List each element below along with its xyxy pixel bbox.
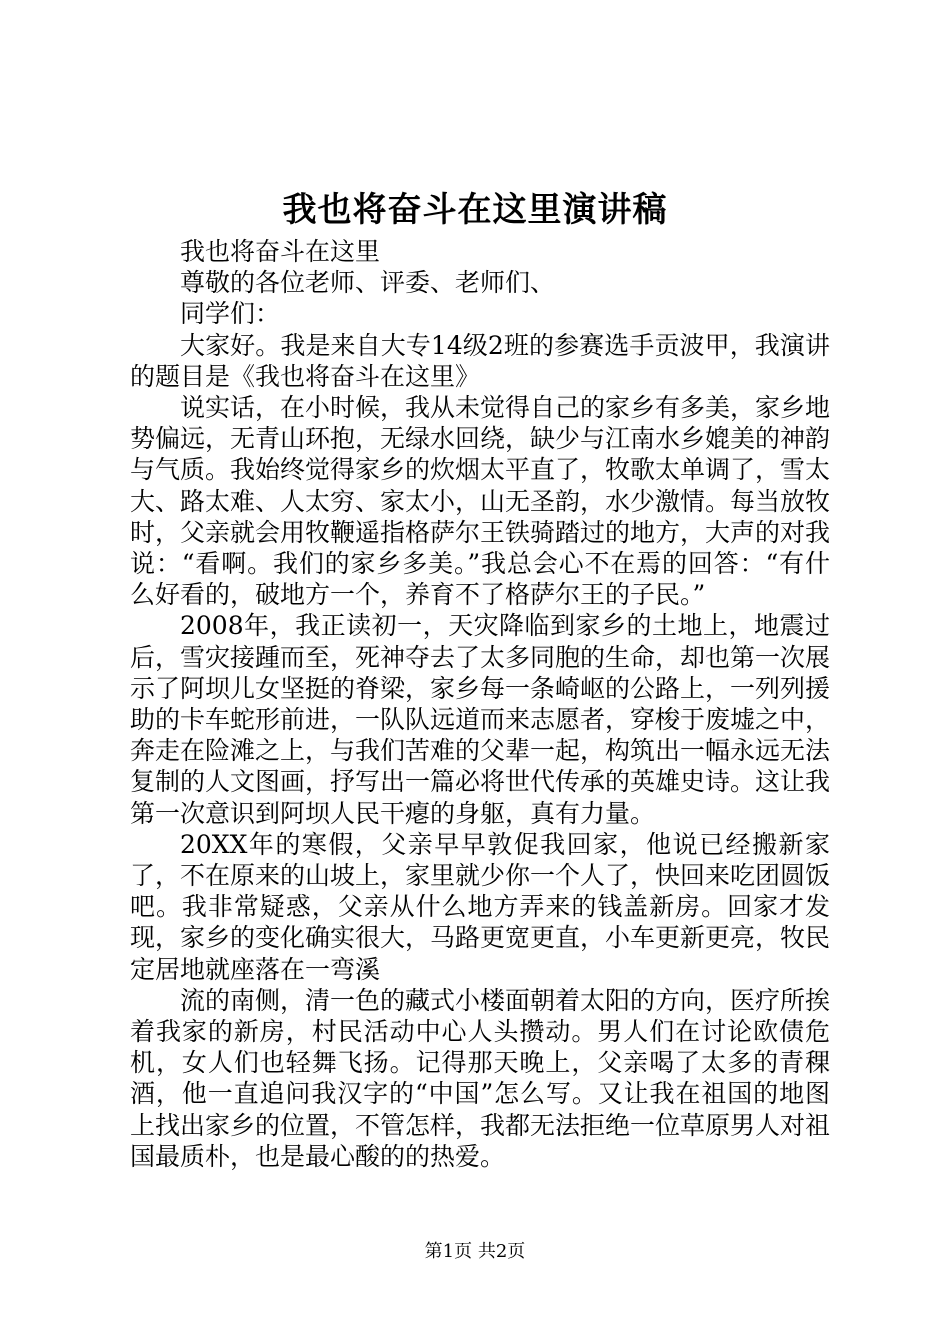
- body-paragraph: 说实话，在小时候，我从未觉得自己的家乡有多美，家乡地势偏远，无青山环抱，无绿水回绕，缺少与江南水乡媲美的神韵与气质。我始终觉得家乡的炊烟太平直了，牧歌太单调了，雪太大、路太难、人太穷、家太小，山无圣韵，水少激情。每当放牧时，父亲就会用牧鞭遥指格萨尔王铁骑踏过的地方，大声的对我说：“看啊。我们的家乡多美。”我总会心不在焉的回答：“有什么好看的，破地方一个，养育不了格萨尔王的子民。”: [130, 393, 831, 610]
- document-title: 我也将奋斗在这里演讲稿: [282, 190, 668, 230]
- document-body: [130, 236, 830, 1172]
- salutation-line: 同学们：: [180, 299, 281, 329]
- salutation-line: 尊敬的各位老师、评委、老师们、: [180, 268, 556, 298]
- speech-heading: 我也将奋斗在这里: [180, 237, 381, 266]
- body-paragraph: 流的南侧，清一色的藏式小楼面朝着太阳的方向，医疗所挨着我家的新房，村民活动中心人头攒动。男人们在讨论欧债危机，女人们也轻舞飞扬。记得那天晚上，父亲喝了太多的青稞酒，他一直追问我汉字的“中国”怎么写。又让我在祖国的地图上找出家乡的位置，不管怎样，我都无法拒绝一位草原男人对祖国最质朴，也是最心酸的的热爱。: [130, 985, 831, 1171]
- body-paragraph: 2008年，我正读初一，天灾降临到家乡的土地上，地震过后，雪灾接踵而至，死神夺去了太多同胞的生命，却也第一次展示了阿坝儿女坚挺的脊梁，家乡每一条崎岖的公路上，一列列援助的卡车蛇形前进，一队队远道而来志愿者，穿梭于废墟之中，奔走在险滩之上，与我们苦难的父辈一起，构筑出一幅永远无法复制的人文图画，抒写出一篇必将世代传承的英雄史诗。这让我第一次意识到阿坝人民干瘪的身躯，真有力量。: [130, 611, 831, 828]
- body-paragraph: 20XX年的寒假，父亲早早敦促我回家，他说已经搬新家了，不在原来的山坡上，家里就少你一个人了，快回来吃团圆饭吧。我非常疑惑，父亲从什么地方弄来的钱盖新房。回家才发现，家乡的变化确实很大，马路更宽更直，小车更新更亮，牧民定居地就座落在一弯溪: [130, 829, 831, 984]
- body-paragraph: 大家好。我是来自大专14级2班的参赛选手贡波甲，我演讲的题目是《我也将奋斗在这里》: [130, 330, 830, 391]
- page-number-footer: 第1页 共2页: [424, 1241, 526, 1262]
